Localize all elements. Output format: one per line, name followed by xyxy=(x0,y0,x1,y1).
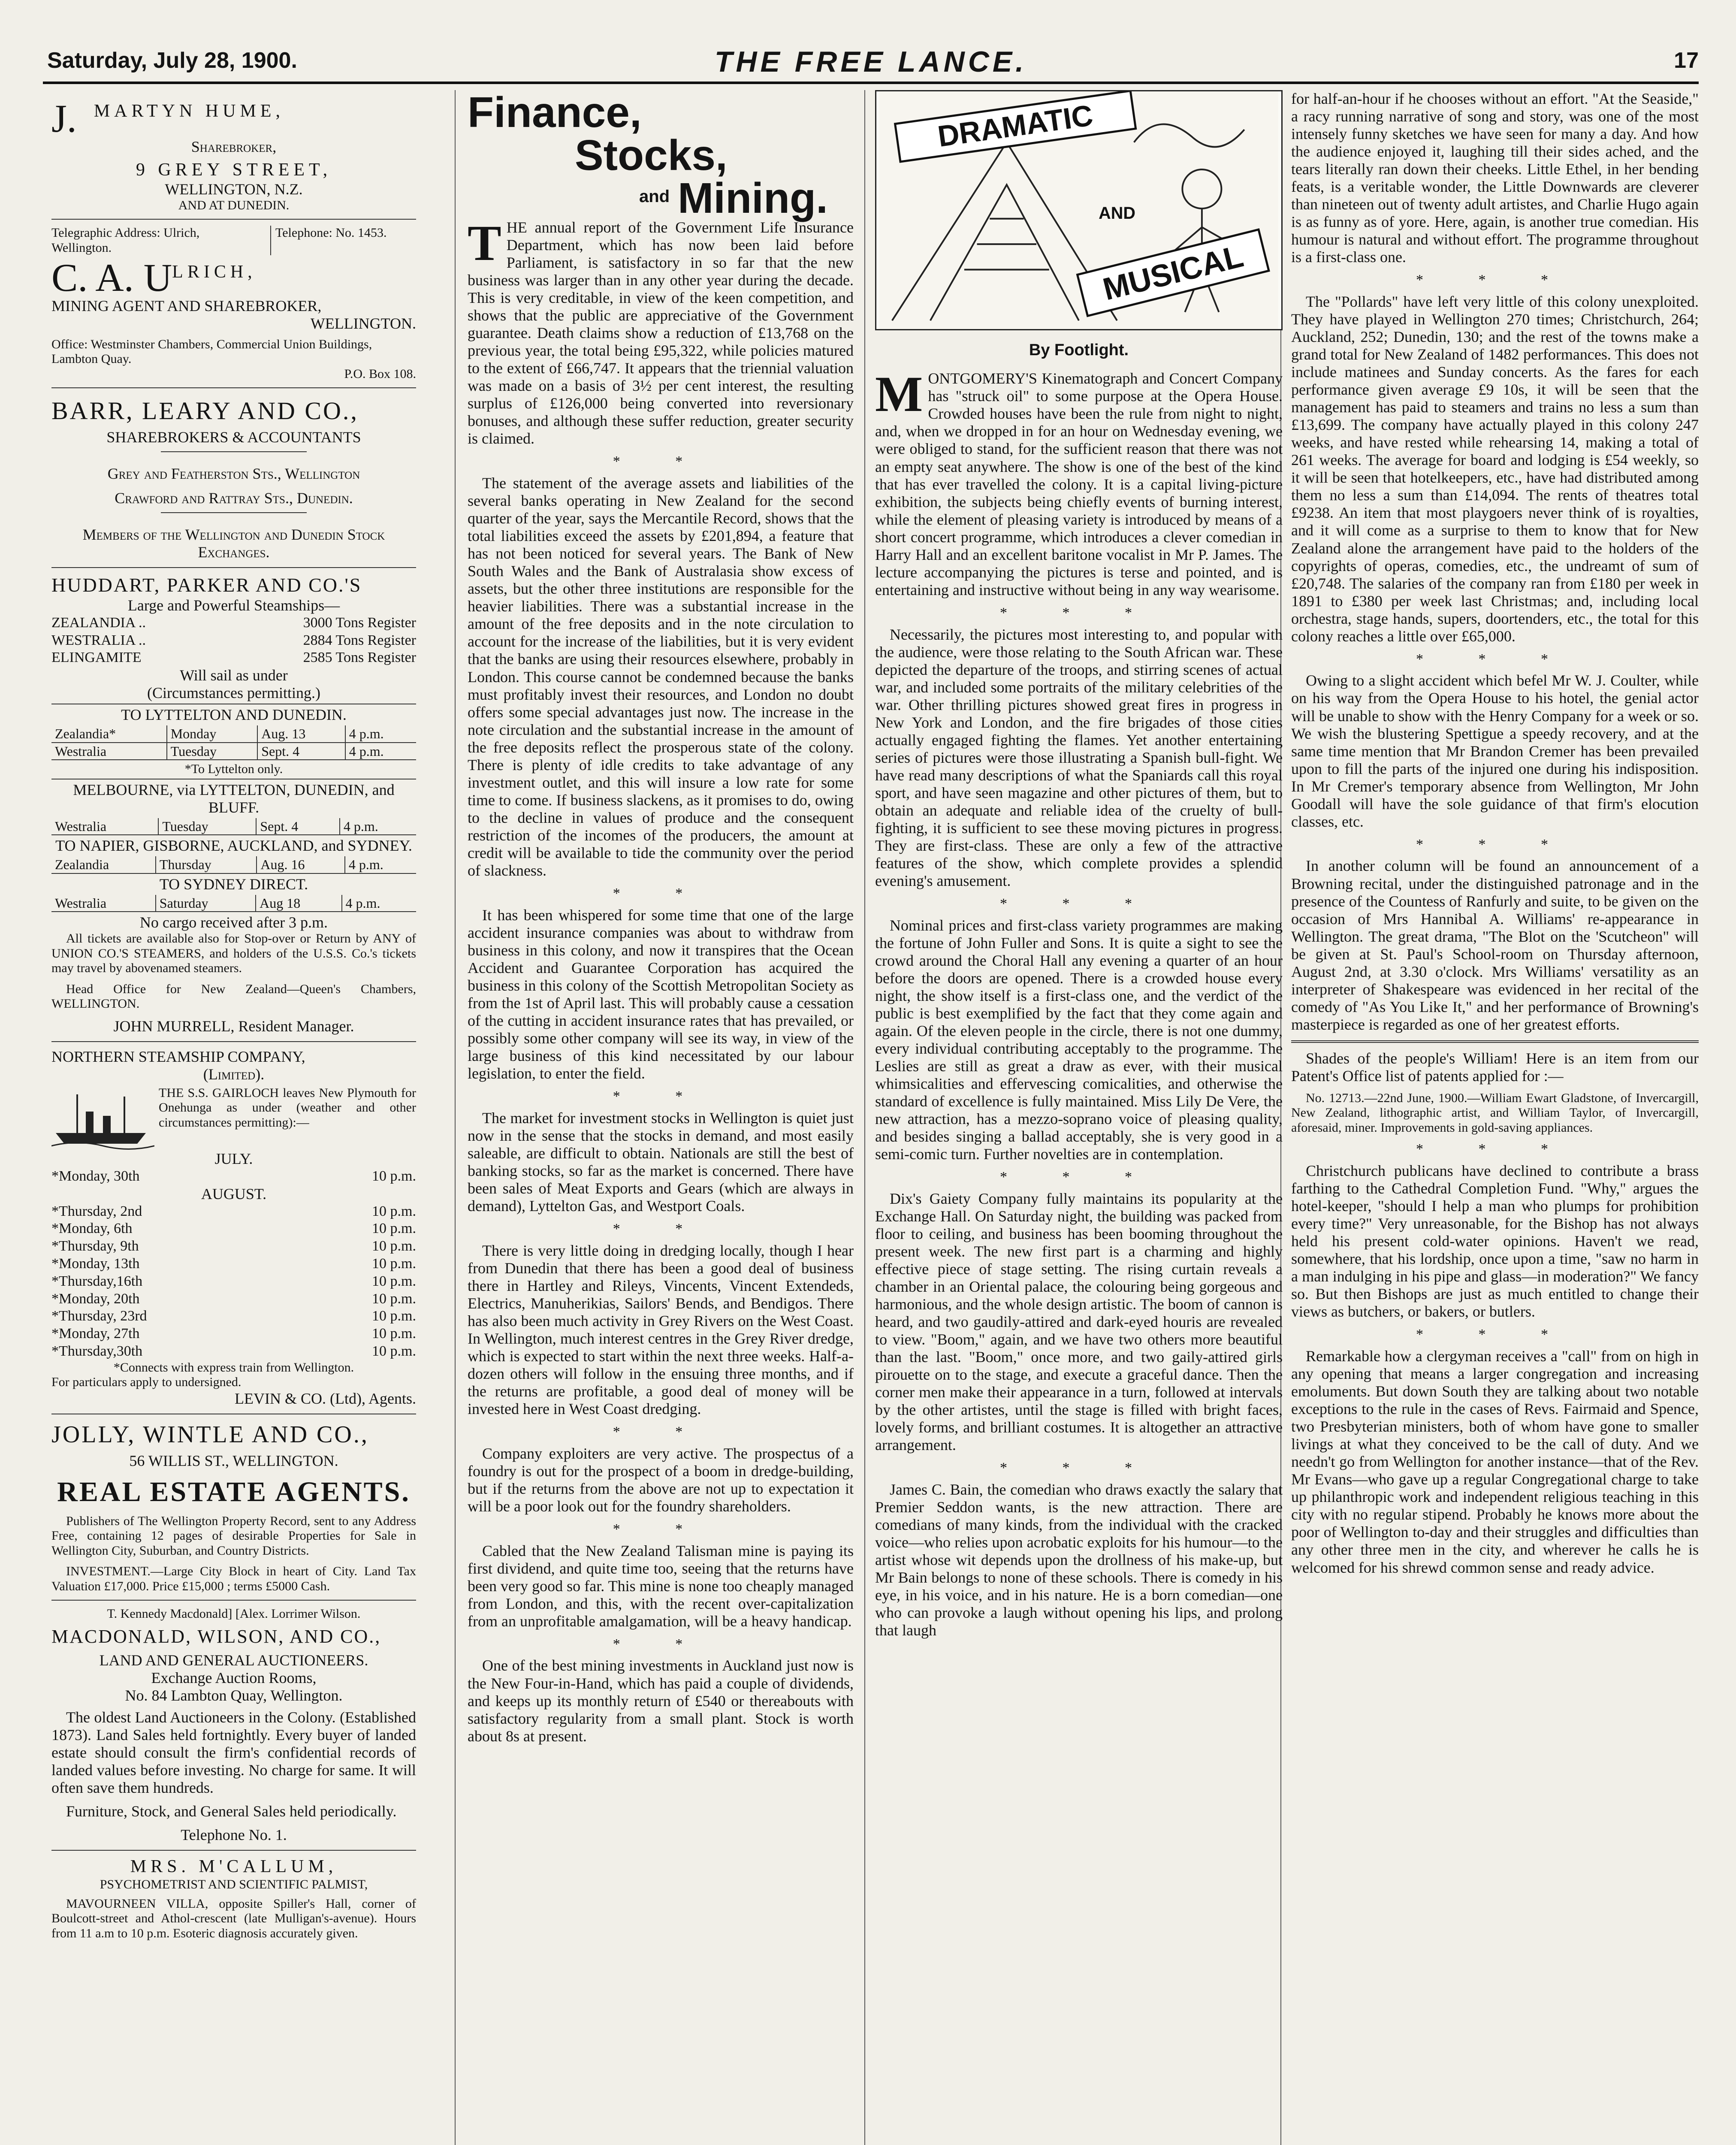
sailing-entry-label: *Monday, 30th xyxy=(51,1168,140,1184)
route3-date: Aug. 16 xyxy=(257,856,344,873)
head-office: Head Office for New Zealand—Queen's Chambers, WELLINGTON. xyxy=(51,982,416,1011)
steamship-icon xyxy=(51,1086,154,1150)
title-mining: Mining. xyxy=(678,174,828,222)
column-dramatic xyxy=(875,90,1283,2145)
separator-stars: * * * xyxy=(1000,604,1158,621)
sailing-entry-value: 10 p.m. xyxy=(372,1273,416,1289)
drop-cap: T xyxy=(468,215,501,271)
ship-entry xyxy=(51,632,416,650)
hume-branch: AND AT DUNEDIN. xyxy=(178,198,290,212)
apply-note: For particulars apply to undersigned. xyxy=(51,1375,242,1390)
column-finance xyxy=(468,90,854,2145)
sailing-entry xyxy=(51,1255,416,1273)
drop-cap: M xyxy=(875,366,923,423)
dramatic-paragraph: James C. Bain, the comedian who draws exactly the salary that Premier Seddon wants, is the new attraction. There are comedians of many kinds, from the individual with the cracked voice—who relies upon acrobatic exploits for his humour—to the artist whose wit depends upon the drollness of his make-up, but Mr Bain belongs to none of these schools. There is comedy in his eye, in his voice, and in his nature. He is a born comedian—one who can provoke a laugh without opening his lips, and prolong that laugh xyxy=(875,1481,1283,1639)
separator-stars: * * * xyxy=(1416,1326,1574,1343)
sailing-entry-value: 10 p.m. xyxy=(372,1203,416,1219)
ulrich-telegraphic: Telegraphic Address: Ulrich, Wellington. xyxy=(51,226,200,255)
dramatic-paragraph: Owing to a slight accident which befel Mr W. J. Coulter, while on his way from the Opera House to his hotel, the genial actor will be unable to show with the Henry Company for a week or so. We wish the blustering Spettigue a speedy recovery, and at the same time mention that Mr Brandon Cremer has been prevailed upon to fill the parts of the injured one during his indisposition. In Mr Cremer's temporary absence from Wellington, Mr John Goodall will have the sole guidance of that firm's elocution classes, etc. xyxy=(1291,672,1699,830)
sailing-row xyxy=(51,725,416,742)
ulrich-role: MINING AGENT AND SHAREBROKER, xyxy=(51,297,322,315)
separator-stars: * * xyxy=(613,1636,709,1652)
route2-day: Tuesday xyxy=(158,818,256,835)
ship-entry-value: 2884 Tons Register xyxy=(303,632,416,648)
separator-stars: * * * xyxy=(1416,836,1574,852)
macdonald-rooms: Exchange Auction Rooms, xyxy=(151,1669,317,1687)
finance-paragraph: HE annual report of the Government Life Insurance Department, which has now been laid before Parliament, is satisfactory in so far that the new business was larger than in any other year during the decade. This is very creditable, in view of the keen competition, and shows that the public are appreciative of the Government guarantee. Death claims show a reduction of £13,768 on the previous year, the total being £95,322, while policies matured to the extent of £66,747. It appears that the triennial valuation was made on a basis of 3½ per cent interest, the resulting surplus of £126,000 being converted into reversionary bonuses, and although these suffer reduction, greater security is claimed. xyxy=(468,219,854,447)
huddart-subtitle: Large and Powerful Steamships— xyxy=(127,596,340,614)
mccallum-body: MAVOURNEEN VILLA, opposite Spiller's Hall, corner of Boulcott-street and Athol-crescent (late Mulligan's-avenue). Hours from 11 a.m to 10 p.m. Esoteric diagnosis accurately given. xyxy=(51,1896,416,1940)
barr-address-1: Grey and Featherston Sts., Wellington xyxy=(107,465,360,483)
circumstances-note: (Circumstances permitting.) xyxy=(147,684,320,702)
jolly-address: 56 WILLIS ST., WELLINGTON. xyxy=(129,1452,338,1469)
route4-table xyxy=(51,895,416,912)
page-number: 17 xyxy=(1674,48,1699,73)
sailing-entry xyxy=(51,1168,416,1185)
separator-stars: * * xyxy=(613,453,709,470)
sailing-entry-label: *Thursday,30th xyxy=(51,1343,143,1360)
header-rule xyxy=(43,82,1699,84)
ulrich-office: Office: Westminster Chambers, Commercial Union Buildings, Lambton Quay. xyxy=(51,337,372,366)
separator-stars: * * xyxy=(613,1088,709,1104)
ship-entry-value: 2585 Tons Register xyxy=(303,650,416,666)
macdonald-address: No. 84 Lambton Quay, Wellington. xyxy=(125,1687,343,1704)
sailing-entry xyxy=(51,1220,416,1238)
dramatic-paragraph: Christchurch publicans have declined to contribute a brass farthing to the Cathedral Completion Fund. "Why," argues the hotel-keeper, "should I help a man who plumps for prohibition every time?" Very unreasonable, for the Bishop has not always held his present cold-water opinions. Haven't we read, somewhere, that his lordship, once upon a time, "saw no harm in a man indulging in his pipe and glass—in moderation?" We fancy so. But then Bishops are just as much entitled to change their views as butchers, or bakers, or butlers. xyxy=(1291,1162,1699,1320)
august-label: AUGUST. xyxy=(201,1185,267,1202)
finance-paragraph: One of the best mining investments in Auckland just now is the New Four-in-Hand, which has paid a couple of dividends, and keeps up its monthly return of £540 or thereabouts with satisfactory regularity from a small plant. Stock is worth about 8s at present. xyxy=(468,1657,854,1745)
dramatic-paragraph: for half-an-hour if he chooses without an effort. "At the Seaside," a racy running narrative of song and story, was one of the most intensely funny sketches we have seen for many a day. And how the audience enjoyed it, laughing till their sides ached, and the tears literally ran down their cheeks. Little Ethel, in her bending feats, is a veritable wonder, the Little Downwards are cleverer than nineteen out of twenty adult artistes, and Charlie Hugo again is as funny as of yore. Here, again, is another true comedian. His humour is natural and without effort. The programme throughout is a first-class one. xyxy=(1291,90,1699,266)
sailing-cell: Aug. 13 xyxy=(257,725,345,742)
title-and: and xyxy=(639,187,670,206)
cartoon-word-musical: MUSICAL xyxy=(1099,238,1247,307)
title-stocks: Stocks, xyxy=(575,131,728,179)
huddart-title: HUDDART, PARKER AND CO.'S xyxy=(51,574,362,596)
sailing-entry-value: 10 p.m. xyxy=(372,1290,416,1307)
sail-note: Will sail as under xyxy=(180,667,288,684)
macdonald-body-2: Furniture, Stock, and General Sales held periodically. xyxy=(66,1803,397,1820)
sailing-entry-value: 10 p.m. xyxy=(372,1238,416,1254)
separator-stars: * * * xyxy=(1000,895,1158,912)
route4-time: 4 p.m. xyxy=(342,895,416,912)
route4-day: Saturday xyxy=(156,895,256,912)
ad-ulrich xyxy=(51,226,416,381)
sailing-entry-value: 10 p.m. xyxy=(372,1343,416,1360)
title-finance: Finance, xyxy=(468,90,642,136)
separator-stars: * * xyxy=(613,885,709,901)
hume-city: WELLINGTON, N.Z. xyxy=(165,180,303,198)
sailing-entry-label: *Thursday, 2nd xyxy=(51,1203,142,1219)
sailing-entry-value: 10 p.m. xyxy=(372,1256,416,1272)
cargo-note: No cargo received after 3 p.m. xyxy=(139,914,328,931)
cartoon-word-and: AND xyxy=(1099,203,1135,223)
northern-limited: (Limited). xyxy=(203,1065,265,1083)
route-sydney-direct: TO SYDNEY DIRECT. xyxy=(159,875,308,893)
sailing-entry-label: *Monday, 27th xyxy=(51,1326,140,1342)
macdonald-body: The oldest Land Auctioneers in the Colony. (Established 1873). Land Sales held fortnightly. Every buyer of landed estate should consult the firm's confidential records of landed values before investing. No charge for same. It will often save them hundreds. xyxy=(51,1709,416,1797)
sailing-entry-value: 10 p.m. xyxy=(372,1326,416,1342)
barr-role: SHAREBROKERS & ACCOUNTANTS xyxy=(106,429,361,446)
sailing-entry-label: *Thursday, 23rd xyxy=(51,1308,147,1324)
sailing-cell: Sept. 4 xyxy=(257,743,345,760)
hume-initial: J. xyxy=(51,97,77,140)
column-divider xyxy=(455,90,456,2145)
dramatic-paragraph: In another column will be found an announcement of a Browning recital, under the distinguished patronage and in the presence of the Countess of Ranfurly and suite, to be given on the occasion of Mrs Hannibal A. Williams' re-appearance in Wellington. The great drama, "The Blot on the 'Scutcheon" will be given at St. Paul's School-room on Thursday afternoon, August 2nd, at 3.30 o'clock. Mrs Williams' versatility as an interpreter of Shakespeare was evidenced in her recital of the comedy of "As You Like It," and her performance of Browning's masterpiece is regarded as one of her greatest efforts. xyxy=(1291,857,1699,1033)
mccallum-name: MRS. M'CALLUM, xyxy=(130,1857,338,1877)
ad-northern-steamship xyxy=(51,1048,416,1408)
ad-barr-leary xyxy=(51,397,416,561)
ship-entry-label: ELINGAMITE xyxy=(51,650,142,666)
macdonald-telephone: Telephone No. 1. xyxy=(181,1826,287,1844)
separator-stars: * * * xyxy=(1000,1169,1158,1185)
cartoon-word-dramatic: DRAMATIC xyxy=(936,98,1095,154)
ulrich-initials: C. A. U xyxy=(51,256,172,300)
jolly-body: Publishers of The Wellington Property Record, sent to any Address Free, containing 12 pages of desirable Properties for Sale in Wellington City, Suburban, and Country Districts. xyxy=(51,1514,416,1558)
masthead: THE FREE LANCE. xyxy=(714,45,1027,78)
sailing-row xyxy=(51,743,416,760)
separator-stars: * * xyxy=(613,1423,709,1440)
sailing-entry-label: *Thursday,16th xyxy=(51,1273,143,1289)
route3-day: Thursday xyxy=(156,856,257,873)
dramatic-musical-illustration xyxy=(875,90,1283,330)
ship-entry-value: 3000 Tons Register xyxy=(303,614,416,631)
ship-entry-label: WESTRALIA .. xyxy=(51,632,146,648)
sailing-entry xyxy=(51,1343,416,1360)
separator-stars: * * * xyxy=(1416,272,1574,288)
separator-stars: * * * xyxy=(1000,1460,1158,1476)
ad-jolly-wintle xyxy=(51,1421,416,1594)
express-note: *Connects with express train from Wellington. xyxy=(113,1360,354,1375)
dramatic-paragraph: Dix's Gaiety Company fully maintains its popularity at the Exchange Hall. On Saturday night, the building was packed from floor to ceiling, and business has been booming throughout the present week. The new first part is a charming and highly effective piece of stage setting. The rising curtain reveals a chamber in an Oriental palace, the colouring being gorgeous and harmonious, and the whole design artistic. The boom of cannon is heard, and two gaudily-attired and dark-eyed houris are revealed to view. "Boom," again, and we have two others more beautiful than the last. "Boom," once more, and two gaily-attired girls pirouette on to the stage, and execute a graceful dance. Then the corner men make their appearance in a turn, followed at intervals by the other artistes, until the stage is filled with bright faces, lovely forms, and brilliant costumes. It is altogether an attractive arrangement. xyxy=(875,1190,1283,1454)
sailing-cell: 4 p.m. xyxy=(345,743,416,760)
route-napier-sydney: TO NAPIER, GISBORNE, AUCKLAND, and SYDNEY. xyxy=(55,837,412,855)
july-sailings xyxy=(51,1168,416,1185)
finance-paragraph: The statement of the average assets and liabilities of the several banks operating in New Zealand for the second quarter of the year, says the Mercantile Record, shows that the total liabilities exceed the assets by £201,894, a feature that has not been noticed for several years. The Bank of New South Wales and the Bank of Australasia show excess of assets, but the other three institutions are responsible for the heavier liabilities. There was a substantial increase in the amount of the free deposits and in the note circulation to account for the increase of the liabilities, but it is very evident that the banks are using their resources elsewhere, probably in London. This course cannot be condemned because the banks must profitably invest their resources, and London no doubt offers some special advantages just now. The increase in the note circulation and the substantial increase in the amount of the free deposits reflect the prosperous state of the colony. There is plenty of idle credits to take advantage of any investment outlet, and this will insure a low rate for some time to come. If business slackens, as it promises to do, owing to the decline in values of produce and the consequent restriction of the incomes of the producers, the amount at credit will be available to tide the community over the period of slackness. xyxy=(468,474,854,879)
ship-entry xyxy=(51,614,416,632)
dramatic-paragraph: Nominal prices and first-class variety programmes are making the fortune of John Fuller and Sons. It is quite a sight to see the crowd around the Choral Hall any evening a quarter of an hour before the doors are opened. There is a crowded house every night, the show itself is a first-class one, and the verdict of the public is best exemplified by the fact that they come again and again. Of the eleven people in the circle, there is not one dummy, every individual contributing acceptably to the programme. The Leslies are still as great a draw as ever, with their musical whimsicalities and effervescing comicalities, and otherwise the standard of excellence is fully maintained. Miss Lily De Vere, the new attraction, has a mezzo-soprano voice of pleasing quality, and besides singing a ballad acceptably, she is very good in a semi-comic turn. Further novelties are in contemplation. xyxy=(875,916,1283,1163)
tickets-note: All tickets are available also for Stop-over or Return by ANY of UNION CO.'S STEAMERS, and holders of the U.S.S. Co.'s tickets may travel by abovenamed steamers. xyxy=(51,931,416,976)
ad-huddart-parker xyxy=(51,574,416,1035)
sailing-cell: 4 p.m. xyxy=(345,725,416,742)
separator-stars: * * * xyxy=(1416,1141,1574,1157)
sailing-entry-value: 10 p.m. xyxy=(372,1308,416,1324)
page-header xyxy=(43,45,1699,79)
route1-note: *To Lyttelton only. xyxy=(184,762,283,776)
route3-ship: Zealandia xyxy=(51,856,156,873)
dramatic-paragraph: Necessarily, the pictures most interesting to, and popular with the audience, were those relating to the South African war. These depicted the departure of the troops, and stirring scenes of actual war, and included some portraits of the military celebrities of the war. Other thrilling pictures showed great fires in progress in New York and London, and the fire brigades of those cities actually engaged fighting the flames. Yet another entertaining series of pictures were those illustrating a Spanish bull-fight. We have read many descriptions of what the Spaniards call this royal sport, and have seen magazine and other pictures of them, but to obtain an adequate and reliable idea of the cruelty of bull-fighting, it is sufficient to see these moving pictures in progress. They are first-class. These are only a few of the attractive features of the show, which complete provides a splendid evening's amusement. xyxy=(875,625,1283,889)
dramatic-paragraph: Remarkable how a clergyman receives a "call" from on high in any opening that means a larger congregation and increasing emoluments. But down South they are talking about two notable exceptions to the rule in the cases of Revs. Fairmaid and Spence, two Presbyterian ministers, both of whom have gone to smaller livings at what they conceived to be the call of duty. And we needn't go from Wellington for another instance—that of the Rev. Mr Evans—who gave up a regular Congregational charge to take up philanthropic work and independent religious teaching in this city with no regular stipend. Probably he knows more about the poor of Wellington to-day and their struggles and difficulties than any other three men in the city, and wherever he calls he is welcomed for his shrewd common sense and ready advice. xyxy=(1291,1347,1699,1576)
route2-time: 4 p.m. xyxy=(340,818,416,835)
barr-address-2: Crawford and Rattray Sts., Dunedin. xyxy=(115,489,353,507)
finance-paragraph: The market for investment stocks in Wellington is quiet just now in the sense that the stocks in demand, and most easily saleable, are difficult to obtain. Nationals are still the best of banking stocks, so far as the market is concerned. There have been sales of Meat Exports and Gears (which are always in demand), Lyttelton Gas, and Westport Coals. xyxy=(468,1109,854,1214)
finance-paragraph: It has been whispered for some time that one of the large accident insurance companies was about to withdraw from business in this colony, and now it transpires that the Ocean Accident and Guarantee Corporation has acquired the business in this colony of the Scottish Metropolitan Society as from the 1st of April last. This will probably cause a cessation of the cutting in accident insurance rates that has prevailed, or possibly some other company will see its way, in view of the large business of this kind necessitated by our labour legislation, to enter the field. xyxy=(468,906,854,1082)
sailing-entry xyxy=(51,1273,416,1290)
dramatic-paragraph: ONTGOMERY'S Kinematograph and Concert Company has "struck oil" to some purpose at the Opera House. Crowded houses have been the rule from night to night, and, when we dropped in for an hour on Wednesday evening, we were obliged to stand, for the sufficient reason that there was not an empty seat anywhere. The show is one of the best of the kind that has ever travelled the colony. It is a capital living-picture exhibition, the subjects being chiefly events of burning interest, while the element of pleasing variety is introduced by means of a short concert programme, which introduces a clever comedian in Harry Hall and an excellent baritone vocalist in Mr P. James. The lecture accompanying the pictures is terse and pointed, and is entertaining and instructive without being in any way wearisome. xyxy=(875,370,1283,598)
ulrich-box: P.O. Box 108. xyxy=(344,366,416,381)
finance-paragraph: There is very little doing in dredging locally, though I hear from Dunedin that there has been a good deal of business there in Hartley and Rileys, Vincents, Vincent Extendeds, Electrics, Manuherikias, Sailors' Bends, and Bendigos. There has also been much activity in Grey Rivers on the West Coast. In Wellington, much interest centres in the Grey River dredge, which is expected to start within the next three weeks. Half-a-dozen others will follow in the ensuing three months, and if the returns are profitable, a good deal of money will be invested here in West Coast dredging. xyxy=(468,1242,854,1417)
real-estate-heading: REAL ESTATE AGENTS. xyxy=(57,1476,411,1508)
sailing-entry-value: 10 p.m. xyxy=(372,1168,416,1184)
patent-notice: No. 12713.—22nd June, 1900.—William Ewart Gladstone, of Invercargill, New Zealand, lithographic artist, and William Taylor, of Invercargill, aforesaid, miner. Improvements in gold-saving appliances. xyxy=(1291,1091,1699,1135)
route2-table xyxy=(51,818,416,835)
route4-date: Aug 18 xyxy=(256,895,341,912)
route2-ship: Westralia xyxy=(51,818,158,835)
gairloch-text: THE S.S. GAIRLOCH leaves New Plymouth for Onehunga as under (weather and other circumstances permitting):— xyxy=(159,1085,416,1130)
ship-list xyxy=(51,614,416,667)
separator-stars: * * xyxy=(613,1521,709,1537)
sailing-entry-label: *Monday, 13th xyxy=(51,1256,140,1272)
jolly-name: JOLLY, WINTLE AND CO., xyxy=(51,1421,369,1448)
resident-manager: JOHN MURRELL, Resident Manager. xyxy=(113,1017,354,1035)
ship-entry xyxy=(51,649,416,667)
separator-stars: * * * xyxy=(1416,651,1574,667)
finance-paragraph: Company exploiters are very active. The prospectus of a foundry is out for the prospect of a boom in dredge-building, but if the returns from the above are not up to expectation it will be a poor look out for the foundry shareholders. xyxy=(468,1444,854,1515)
column-dramatic-continued xyxy=(1291,90,1699,2145)
sailing-entry xyxy=(51,1308,416,1325)
hume-name: MARTYN HUME, xyxy=(94,101,284,121)
sailing-entry-label: *Monday, 6th xyxy=(51,1221,133,1237)
sailing-cell: Westralia xyxy=(51,743,167,760)
sailing-entry-label: *Monday, 20th xyxy=(51,1290,140,1307)
byline: By Footlight. xyxy=(1029,341,1129,360)
barr-name: BARR, LEARY AND CO., xyxy=(51,397,359,425)
sailing-entry xyxy=(51,1325,416,1343)
dramatic-paragraph: The "Pollards" have left very little of this colony unexploited. They have played in Wellington 270 times; Christchurch, 264; Auckland, 252; Dunedin, 130; and the rest of the towns make a grand total for New Zealand of 1482 performances. This does not include matinees and Sunday concerts. As the fares for each performance given average £9 10s, it will be seen that the management has paid to steamers and trains no less a sum than £13,699. The company have actually played in this colony 247 weeks, and have rested while rehearsing 14, making a total of 261 weeks. The average for board and lodging is £54 weekly, so it will be seen that hotelkeepers, etc., have had distributed among them no less a sum than £14,094. The rents of theatres total £9238. An item that most playgoers never think of is royalties, and it will come as a surprise to them to know that for New Zealand alone the arrangement have paid to the holders of the copyrights of operas, comedies, etc., the undreamt of sum of £20,748. The salaries of the company ran from £180 per week in 1891 to £380 per week last Christmas; and, including local orchestra, stage hands, supers, doortenders, etc., the total for this colony reaches a little over £65,000. xyxy=(1291,293,1699,645)
route4-ship: Westralia xyxy=(51,895,156,912)
route3-time: 4 p.m. xyxy=(345,856,416,873)
sailing-entry-label: *Thursday, 9th xyxy=(51,1238,139,1254)
sailing-entry xyxy=(51,1238,416,1255)
macdonald-role: LAND AND GENERAL AUCTIONEERS. xyxy=(99,1652,368,1669)
issue-date: Saturday, July 28, 1900. xyxy=(47,48,297,73)
levin-agents: LEVIN & CO. (Ltd), Agents. xyxy=(235,1390,416,1407)
ship-entry-label: ZEALANDIA .. xyxy=(51,614,146,631)
ulrich-name: LRICH, xyxy=(172,262,257,282)
route-melbourne: MELBOURNE, via LYTTELTON, DUNEDIN, and BLUFF. xyxy=(73,781,395,816)
ulrich-city: WELLINGTON. xyxy=(310,315,416,332)
ad-mccallum xyxy=(51,1857,416,1941)
macdonald-name: MACDONALD, WILSON, AND CO., xyxy=(51,1625,381,1647)
ulrich-telephone: Telephone: No. 1453. xyxy=(270,226,416,255)
finance-heading xyxy=(468,90,854,222)
hume-role: Sharebroker, xyxy=(191,138,277,155)
dramatic-paragraph: Shades of the people's William! Here is an item from our Patent's Office list of patents applied for :— xyxy=(1291,1049,1699,1085)
column-divider xyxy=(864,90,865,2145)
route3-table xyxy=(51,856,416,873)
ad-macdonald-wilson xyxy=(51,1607,416,1844)
route2-date: Sept. 4 xyxy=(256,818,340,835)
route-lyttelton-dunedin: TO LYTTELTON AND DUNEDIN. xyxy=(121,706,347,724)
sailing-entry xyxy=(51,1290,416,1308)
sailing-entry xyxy=(51,1203,416,1221)
finance-paragraph: Cabled that the New Zealand Talisman mine is paying its first dividend, and quite time too, seeing that the returns have been very good so far. This mine is none too cheaply managed from London, and this, with the recent over-capitalization from an unprofitable amalgamation, will be a heavy handicap. xyxy=(468,1542,854,1630)
column-advertisements xyxy=(51,90,416,2145)
sailing-cell: Tuesday xyxy=(167,743,258,760)
separator-stars: * * xyxy=(613,1221,709,1237)
sailing-entry-value: 10 p.m. xyxy=(372,1221,416,1237)
hume-street: 9 GREY STREET, xyxy=(136,160,332,180)
northern-title: NORTHERN STEAMSHIP COMPANY, xyxy=(51,1048,305,1065)
route1-table xyxy=(51,725,416,760)
sailing-cell: Zealandia* xyxy=(51,725,167,742)
barr-members: Members of the Wellington and Dunedin Stock Exchanges. xyxy=(82,526,385,561)
mccallum-role: PSYCHOMETRIST AND SCIENTIFIC PALMIST, xyxy=(100,1877,368,1892)
investment-note: INVESTMENT.—Large City Block in heart of City. Land Tax Valuation £17,000. Price £15,000 ; terms £5000 Cash. xyxy=(51,1564,416,1593)
macdonald-partners: T. Kennedy Macdonald] [Alex. Lorrimer Wilson. xyxy=(107,1607,361,1621)
ad-hume xyxy=(51,99,416,213)
august-sailings xyxy=(51,1203,416,1360)
july-label: JULY. xyxy=(214,1150,253,1167)
sailing-cell: Monday xyxy=(167,725,258,742)
